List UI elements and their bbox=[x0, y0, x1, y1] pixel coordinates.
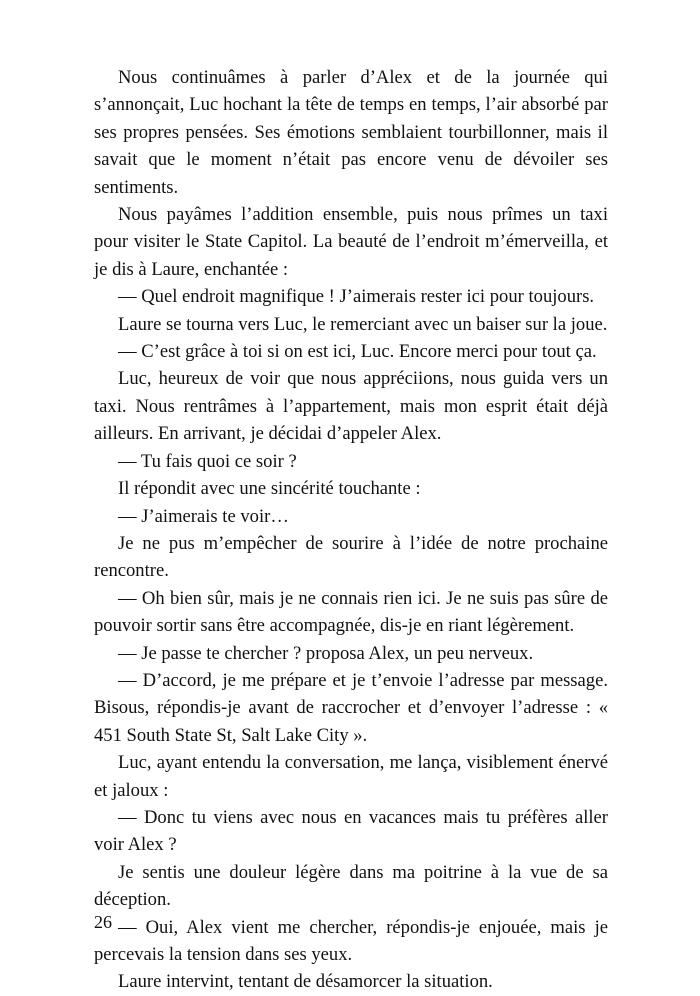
paragraph: Luc, ayant entendu la conversation, me lança, visiblement énervé et jaloux : bbox=[94, 752, 608, 801]
paragraph: — C’est grâce à toi si on est ici, Luc. Encore merci pour tout ça. bbox=[118, 341, 597, 363]
paragraph: — Tu fais quoi ce soir ? bbox=[118, 450, 297, 472]
paragraph: — Oui, Alex vient me chercher, répondis-je enjouée, mais je percevais la tension dans ses yeux. bbox=[94, 916, 608, 965]
paragraph: Luc, heureux de voir que nous appréciions, nous guida vers un taxi. Nous rentrâmes à l’appartement, mais mon esprit était déjà ailleurs. En arrivant, je décidai d’appeler Alex. bbox=[94, 368, 608, 445]
page-number: 26 bbox=[94, 912, 112, 932]
paragraph: — D’accord, je me prépare et je t’envoie l’adresse par message. Bisous, répondis-je avant de raccrocher et d’envoyer l’adresse : « 451 South State St, Salt Lake City ». bbox=[94, 669, 608, 746]
paragraph: Nous payâmes l’addition ensemble, puis nous prîmes un taxi pour visiter le State Capitol. La beauté de l’endroit m’émerveilla, et je dis à Laure, enchantée : bbox=[94, 204, 608, 280]
paragraph: — Donc tu viens avec nous en vacances mais tu préfères aller voir Alex ? bbox=[94, 806, 608, 856]
paragraph: Laure intervint, tentant de désamorcer la situation. bbox=[118, 971, 493, 993]
paragraph: Je sentis une douleur légère dans ma poitrine à la vue de sa déception. bbox=[94, 861, 608, 911]
paragraph: Nous continuâmes à parler d’Alex et de la journée qui s’annonçait, Luc hochant la tête de temps en temps, l’air absorbé par ses propres pensées. Ses émotions semblaient tourbillonner, mais il savait que le moment n’était pas encore venu de dévoiler ses sentiments. bbox=[94, 67, 608, 198]
paragraph: — Oh bien sûr, mais je ne connais rien ici. Je ne suis pas sûre de pouvoir sortir sans être accompagnée, dis-je en riant légèrement. bbox=[94, 587, 608, 637]
paragraph: — Je passe te chercher ? proposa Alex, un peu nerveux. bbox=[118, 642, 534, 664]
paragraph: Il répondit avec une sincérité touchante : bbox=[118, 478, 421, 500]
paragraph: Laure se tourna vers Luc, le remerciant avec un baiser sur la joue. bbox=[118, 313, 608, 335]
paragraph: — J’aimerais te voir… bbox=[118, 505, 289, 527]
paragraph: Je ne pus m’empêcher de sourire à l’idée de notre prochaine rencontre. bbox=[94, 532, 608, 582]
body-text bbox=[94, 64, 608, 996]
paragraph: — Quel endroit magnifique ! J’aimerais rester ici pour toujours. bbox=[118, 286, 595, 308]
